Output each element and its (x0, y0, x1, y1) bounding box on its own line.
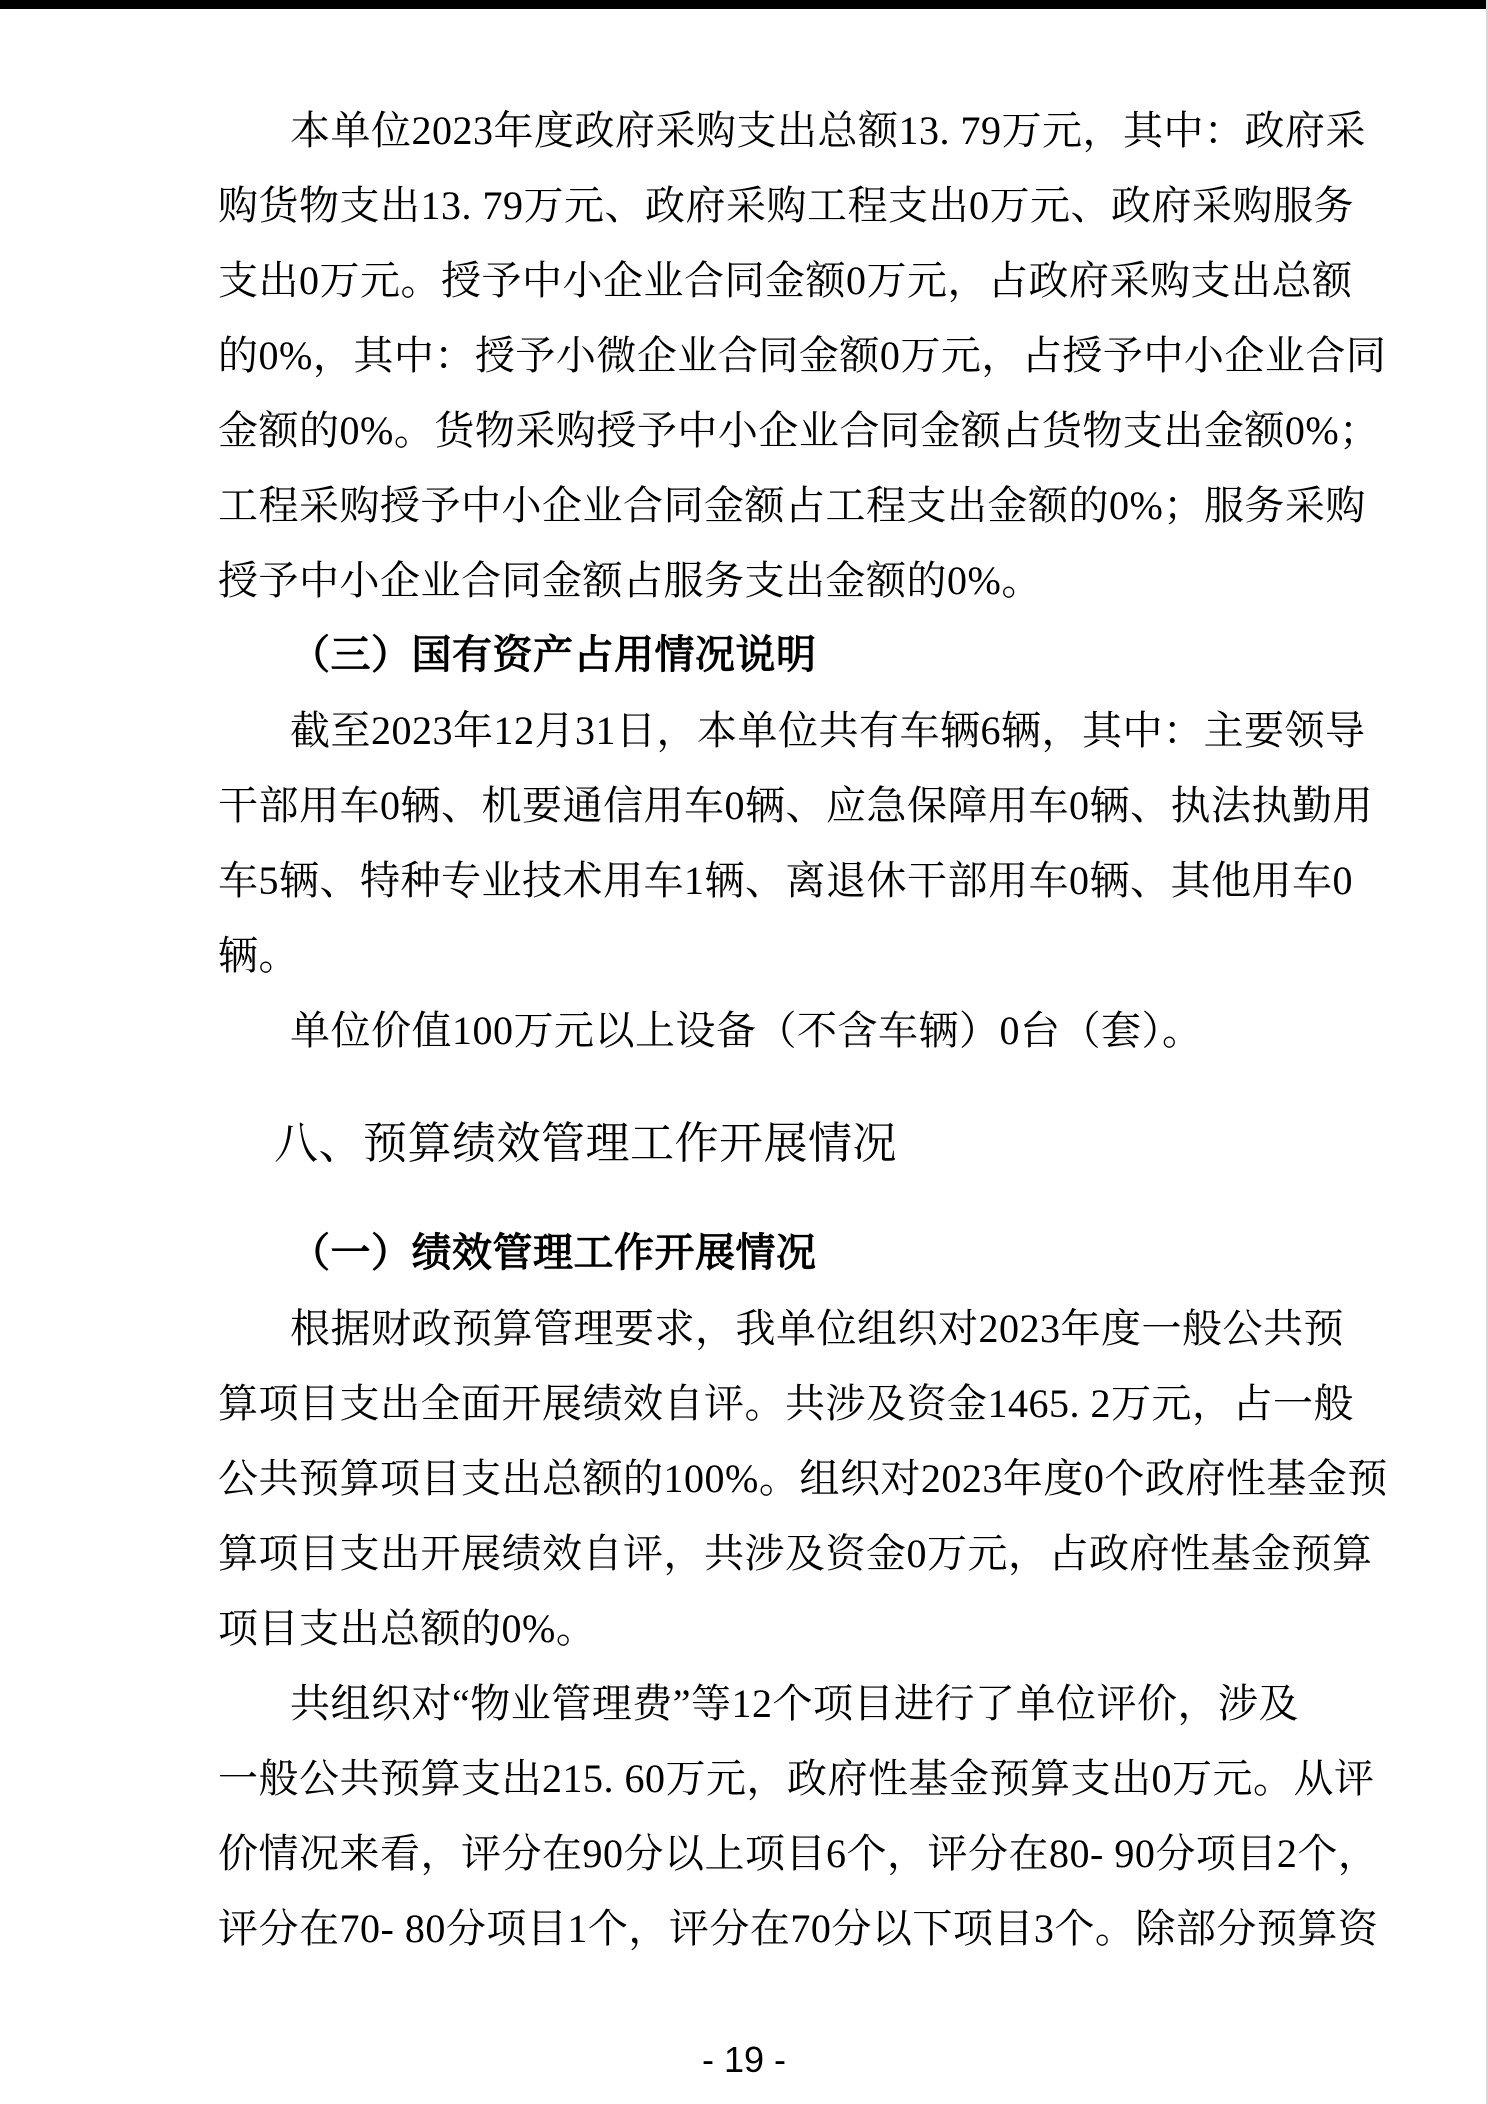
text-line: 公共预算项目支出总额的100%。组织对2023年度0个政府性基金预 (218, 1456, 1388, 1501)
text-line: 辆。 (218, 933, 299, 978)
text-line: 算项目支出开展绩效自评，共涉及资金0万元，占政府性基金预算 (218, 1531, 1373, 1576)
text-line: 干部用车0辆、机要通信用车0辆、应急保障用车0辆、执法执勤用 (218, 783, 1373, 828)
text-line: 算项目支出全面开展绩效自评。共涉及资金1465. 2万元，占一般 (218, 1381, 1354, 1426)
text-line: 金额的0%。货物采购授予中小企业合同金额占货物支出金额0%； (218, 408, 1380, 453)
section-heading-state-assets: （三）国有资产占用情况说明 (290, 633, 817, 677)
text-line: 工程采购授予中小企业合同金额占工程支出金额的0%；服务采购 (218, 483, 1366, 528)
text-line: 截至2023年12月31日，本单位共有车辆6辆，其中：主要领导 (290, 708, 1366, 753)
text-line: 根据财政预算管理要求，我单位组织对2023年度一般公共预 (290, 1306, 1344, 1351)
text-line: 购货物支出13. 79万元、政府采购工程支出0万元、政府采购服务 (218, 183, 1354, 228)
text-line: 单位价值100万元以上设备（不含车辆）0台（套）。 (290, 1008, 1203, 1053)
page-top-border (0, 0, 1488, 9)
text-line: 共组织对“物业管理费”等12个项目进行了单位评价，涉及 (290, 1681, 1300, 1726)
text-line: 一般公共预算支出215. 60万元，政府性基金预算支出0万元。从评 (218, 1756, 1375, 1801)
text-line: 本单位2023年度政府采购支出总额13. 79万元，其中：政府采 (290, 108, 1366, 153)
page-number: - 19 - (701, 2039, 787, 2080)
section-heading-performance-work: （一）绩效管理工作开展情况 (290, 1231, 817, 1275)
text-line: 车5辆、特种专业技术用车1辆、离退休干部用车0辆、其他用车0 (218, 858, 1353, 903)
text-line: 价情况来看，评分在90分以上项目6个，评分在80- 90分项目2个， (218, 1831, 1379, 1876)
text-line: 评分在70- 80分项目1个，评分在70分以下项目3个。除部分预算资 (218, 1906, 1379, 1951)
text-line: 项目支出总额的0%。 (218, 1606, 597, 1651)
chapter-heading-performance: 八、预算绩效管理工作开展情况 (274, 1119, 897, 1168)
text-line: 授予中小企业合同金额占服务支出金额的0%。 (218, 558, 1042, 603)
page-body (218, 93, 1388, 1966)
text-line: 支出0万元。授予中小企业合同金额0万元，占政府采购支出总额 (218, 258, 1353, 303)
text-line: 的0%，其中：授予小微企业合同金额0万元，占授予中小企业合同 (218, 333, 1387, 378)
